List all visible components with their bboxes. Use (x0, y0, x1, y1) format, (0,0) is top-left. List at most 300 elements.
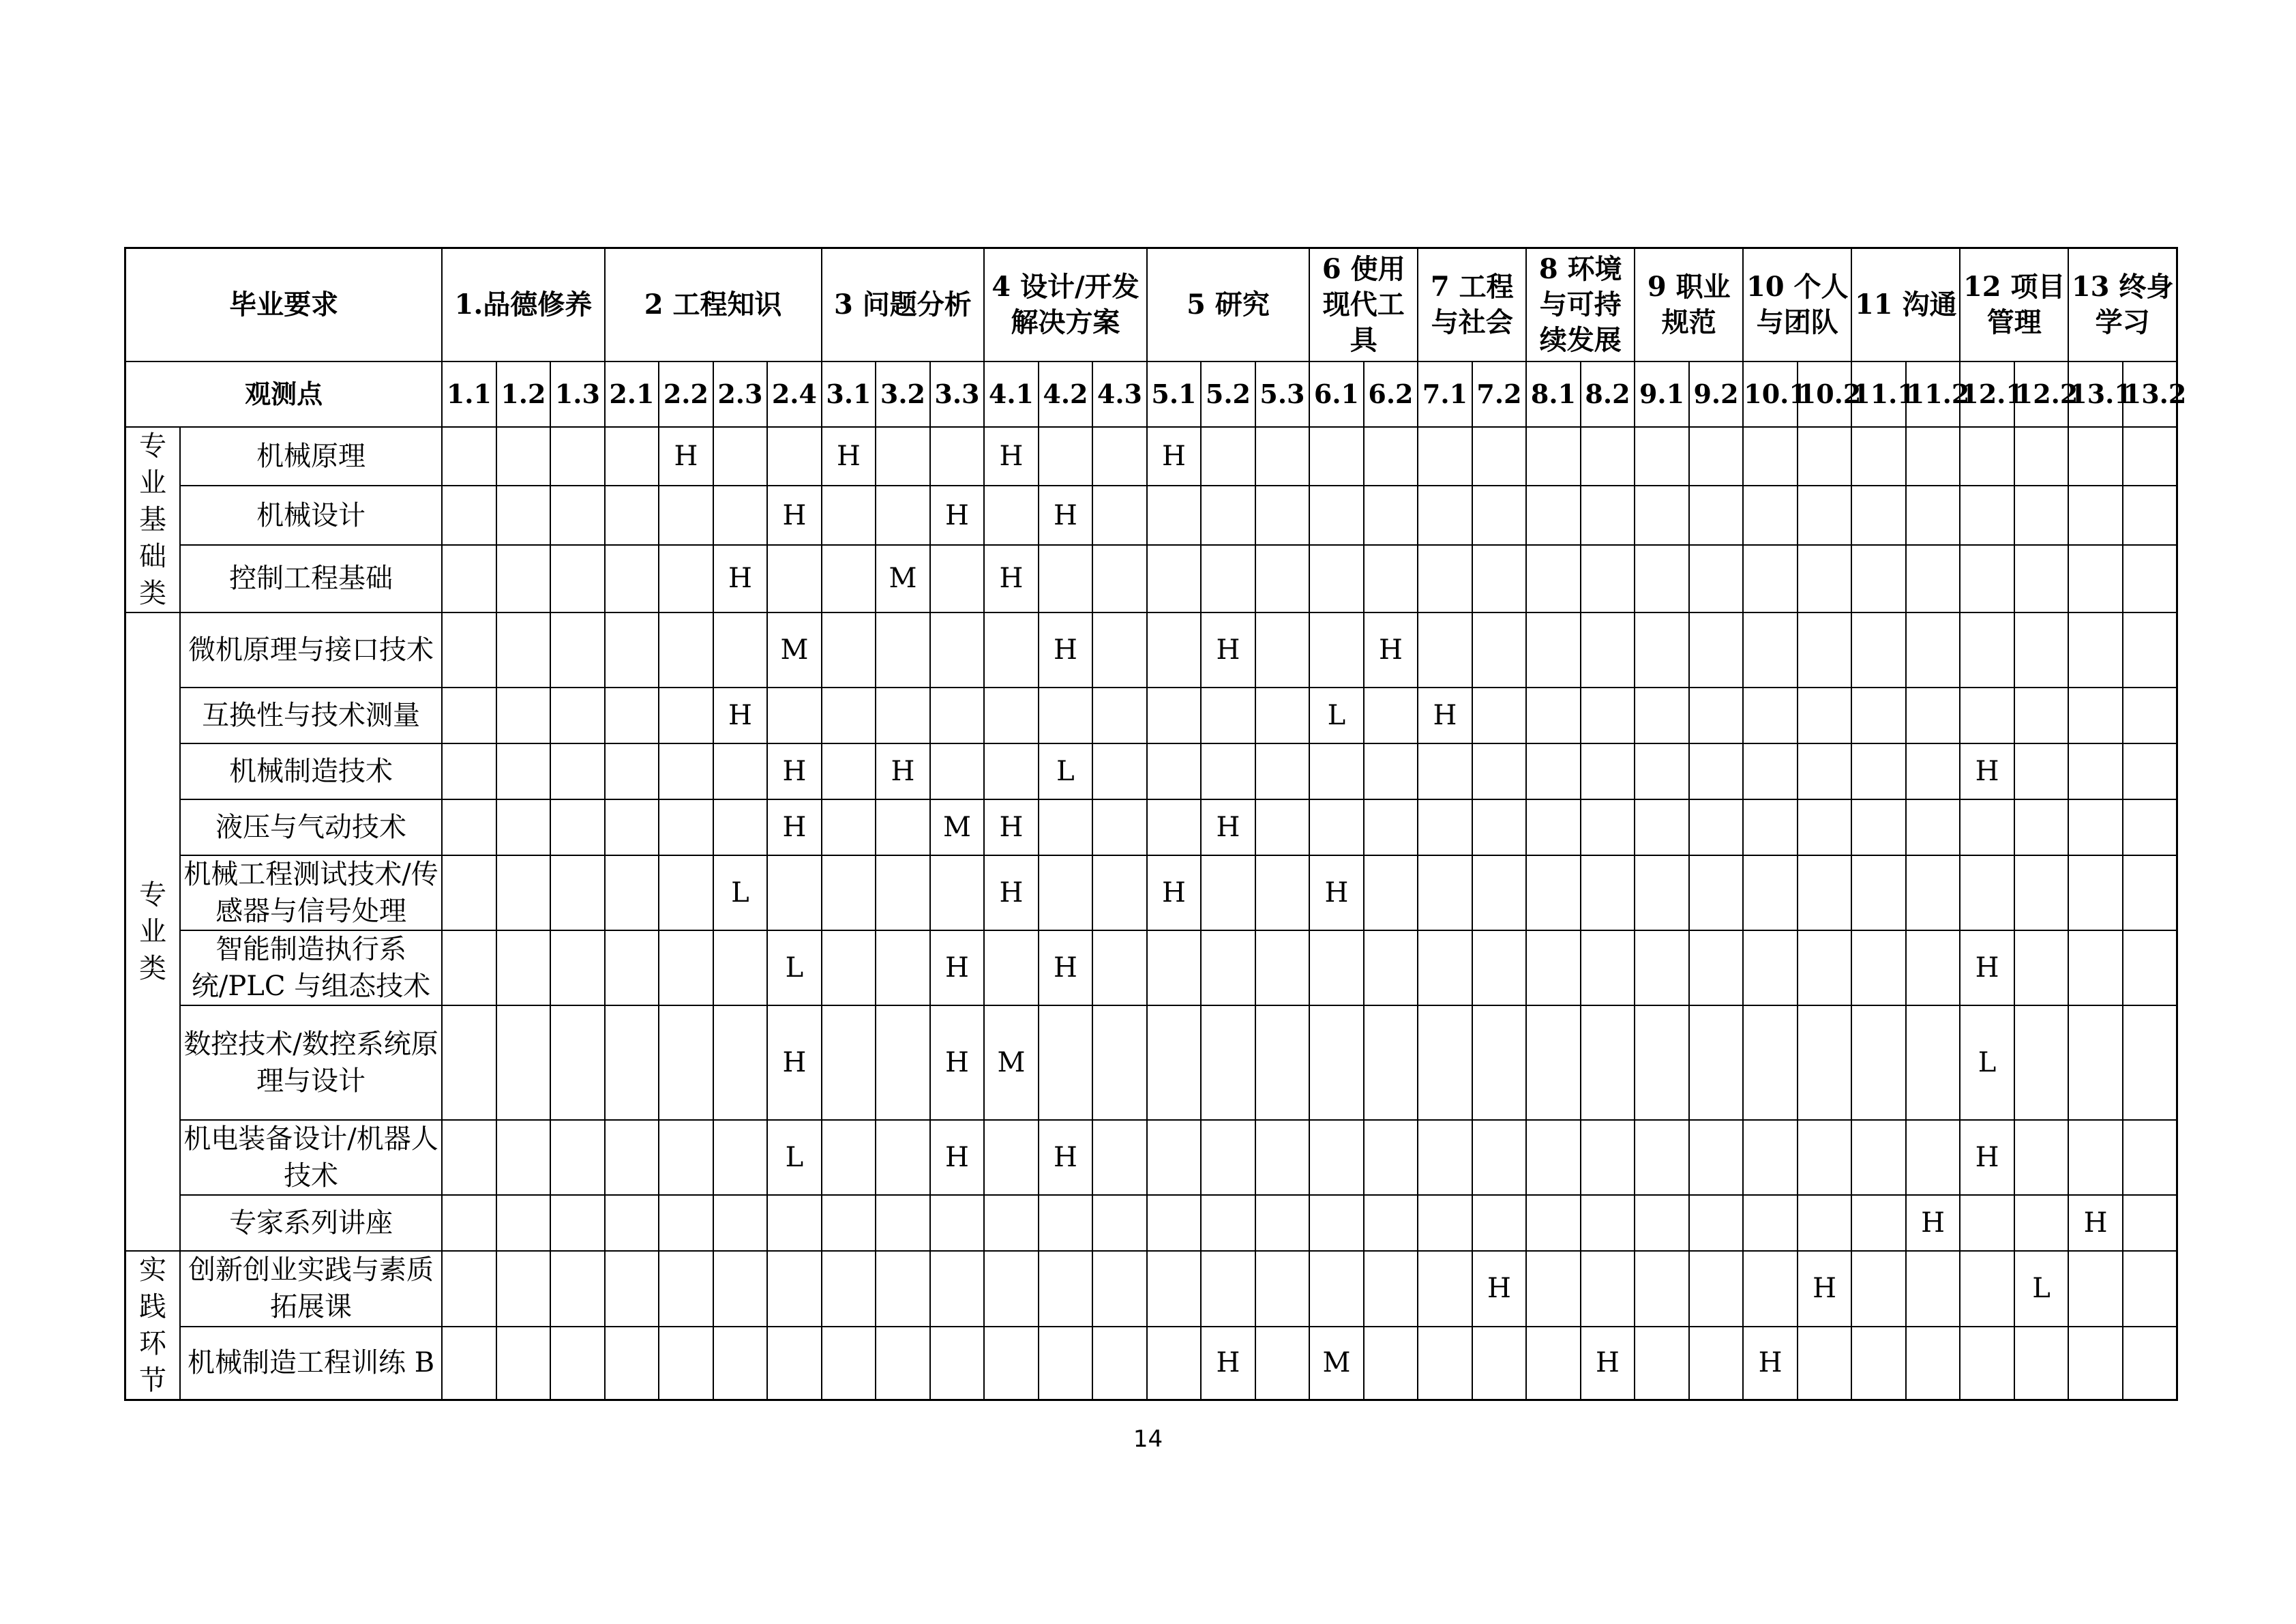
support-level-cell (1960, 427, 2014, 486)
support-level-cell (496, 855, 551, 930)
support-level-cell (1689, 688, 1744, 743)
support-level-cell (1201, 855, 1255, 930)
course-row (125, 1005, 2177, 1120)
course-name: 微机原理与接口技术 (180, 612, 442, 688)
support-level-cell (659, 486, 713, 545)
support-level-cell (876, 855, 930, 930)
support-level-cell (550, 427, 605, 486)
support-level-cell (767, 1195, 822, 1251)
support-level-cell (1364, 1120, 1418, 1195)
support-level-cell (1960, 688, 2014, 743)
support-level-cell (1635, 486, 1689, 545)
support-level-cell (1689, 486, 1744, 545)
support-level-cell (930, 1195, 985, 1251)
support-level-cell (1689, 612, 1744, 688)
support-level-cell (1798, 1120, 1852, 1195)
observation-point: 11.2 (1906, 361, 1960, 427)
support-level-cell (984, 930, 1039, 1005)
support-level-cell (2014, 1005, 2069, 1120)
support-level-cell (876, 1327, 930, 1400)
support-level-cell (1418, 1005, 1472, 1120)
support-level-cell (442, 1195, 496, 1251)
support-level-cell: H (1201, 799, 1255, 855)
observation-point: 9.1 (1635, 361, 1689, 427)
support-level-cell (659, 930, 713, 1005)
support-level-cell (1906, 688, 1960, 743)
support-level-cell: H (984, 799, 1039, 855)
support-level-cell (605, 688, 659, 743)
support-level-cell (984, 1251, 1039, 1327)
support-level-cell (1472, 1005, 1527, 1120)
support-level-cell: H (1906, 1195, 1960, 1251)
support-level-cell (2068, 1327, 2123, 1400)
support-level-cell (1960, 1327, 2014, 1400)
support-level-cell: H (2068, 1195, 2123, 1251)
support-level-cell (984, 1120, 1039, 1195)
support-level-cell (1581, 1120, 1635, 1195)
observation-point: 2.1 (605, 361, 659, 427)
support-level-cell (1689, 799, 1744, 855)
support-level-cell (1364, 1195, 1418, 1251)
support-level-cell (442, 743, 496, 799)
support-level-cell (1851, 486, 1906, 545)
support-level-cell (1418, 612, 1472, 688)
support-level-cell (2014, 1120, 2069, 1195)
support-level-cell (767, 1251, 822, 1327)
support-level-cell (496, 486, 551, 545)
support-level-cell (1092, 1005, 1147, 1120)
support-level-cell (1472, 930, 1527, 1005)
support-level-cell (930, 612, 985, 688)
support-level-cell (822, 930, 876, 1005)
support-level-cell (1255, 743, 1310, 799)
support-level-cell (1689, 855, 1744, 930)
support-level-cell (1418, 427, 1472, 486)
support-level-cell (659, 688, 713, 743)
support-level-cell (1906, 545, 1960, 612)
course-row (125, 855, 2177, 930)
support-level-cell (1309, 486, 1364, 545)
support-level-cell (1743, 545, 1798, 612)
support-level-cell (659, 743, 713, 799)
support-level-cell (1418, 1327, 1472, 1400)
support-level-cell (930, 743, 985, 799)
support-level-cell (496, 427, 551, 486)
support-level-cell (1201, 486, 1255, 545)
support-level-cell (1364, 545, 1418, 612)
support-level-cell (1743, 799, 1798, 855)
requirement-group: 1.品德修养 (442, 248, 605, 361)
support-level-cell (1092, 855, 1147, 930)
support-level-cell (1581, 1005, 1635, 1120)
support-level-cell (1526, 855, 1581, 930)
support-level-cell: H (1147, 427, 1202, 486)
support-level-cell (876, 1120, 930, 1195)
support-level-cell (2068, 1251, 2123, 1327)
support-level-cell (713, 743, 768, 799)
observation-point: 6.2 (1364, 361, 1418, 427)
support-level-cell (1798, 427, 1852, 486)
support-level-cell: H (1581, 1327, 1635, 1400)
support-level-cell (1255, 688, 1310, 743)
observation-point: 5.1 (1147, 361, 1202, 427)
support-level-cell (1851, 1195, 1906, 1251)
support-level-cell (605, 486, 659, 545)
observation-point: 2.3 (713, 361, 768, 427)
support-level-cell (1906, 1327, 1960, 1400)
support-level-cell (550, 930, 605, 1005)
support-level-cell: M (930, 799, 985, 855)
support-level-cell (1743, 930, 1798, 1005)
support-level-cell (1201, 427, 1255, 486)
support-level-cell: M (984, 1005, 1039, 1120)
support-level-cell (1147, 612, 1202, 688)
support-level-cell (442, 855, 496, 930)
support-level-cell: H (1960, 1120, 2014, 1195)
support-level-cell: H (876, 743, 930, 799)
support-level-cell (2123, 1251, 2177, 1327)
support-level-cell (1039, 427, 1093, 486)
support-level-cell (1526, 1120, 1581, 1195)
support-level-cell: L (713, 855, 768, 930)
support-level-cell (1635, 855, 1689, 930)
support-level-cell (713, 930, 768, 1005)
support-level-cell (1201, 1120, 1255, 1195)
support-level-cell: H (984, 855, 1039, 930)
support-level-cell: H (1201, 612, 1255, 688)
support-level-cell (496, 545, 551, 612)
support-level-cell: H (767, 743, 822, 799)
support-level-cell (659, 1251, 713, 1327)
support-level-cell (767, 1327, 822, 1400)
support-level-cell (2014, 486, 2069, 545)
support-level-cell (1526, 799, 1581, 855)
support-level-cell (1689, 1251, 1744, 1327)
support-level-cell (1635, 427, 1689, 486)
observation-point: 3.1 (822, 361, 876, 427)
support-level-cell (1418, 1120, 1472, 1195)
observation-point: 7.2 (1472, 361, 1527, 427)
support-level-cell (1635, 545, 1689, 612)
support-level-cell (1526, 427, 1581, 486)
support-level-cell (1635, 1251, 1689, 1327)
observation-point: 1.1 (442, 361, 496, 427)
support-level-cell (1581, 688, 1635, 743)
support-level-cell (1418, 799, 1472, 855)
support-level-cell (496, 612, 551, 688)
support-level-cell (1851, 930, 1906, 1005)
support-level-cell: H (1418, 688, 1472, 743)
support-level-cell (1364, 855, 1418, 930)
support-level-cell (1689, 1120, 1744, 1195)
support-level-cell: H (984, 545, 1039, 612)
support-level-cell (2123, 612, 2177, 688)
support-level-cell (1798, 486, 1852, 545)
support-level-cell: H (1960, 930, 2014, 1005)
support-level-cell (442, 930, 496, 1005)
support-level-cell (550, 486, 605, 545)
support-level-cell: H (1147, 855, 1202, 930)
support-level-cell (1309, 612, 1364, 688)
support-level-cell (1092, 612, 1147, 688)
support-level-cell (2123, 688, 2177, 743)
support-level-cell: L (1039, 743, 1093, 799)
support-level-cell (1309, 427, 1364, 486)
support-level-cell (1906, 743, 1960, 799)
support-level-cell (1635, 743, 1689, 799)
support-level-cell (1689, 545, 1744, 612)
support-level-cell (2014, 427, 2069, 486)
course-name: 互换性与技术测量 (180, 688, 442, 743)
support-level-cell (550, 799, 605, 855)
course-name: 机械原理 (180, 427, 442, 486)
requirement-group: 7 工程与社会 (1418, 248, 1526, 361)
support-level-cell (1581, 1195, 1635, 1251)
support-level-cell (822, 1327, 876, 1400)
support-level-cell (876, 427, 930, 486)
support-level-cell (1418, 545, 1472, 612)
support-level-cell (442, 1251, 496, 1327)
support-level-cell (1635, 930, 1689, 1005)
support-level-cell (442, 1005, 496, 1120)
support-level-cell (1147, 1120, 1202, 1195)
support-level-cell (1147, 1327, 1202, 1400)
support-level-cell (1255, 612, 1310, 688)
support-level-cell: H (930, 486, 985, 545)
support-level-cell (550, 743, 605, 799)
support-level-cell (2123, 855, 2177, 930)
support-level-cell (496, 1327, 551, 1400)
support-level-cell (1581, 855, 1635, 930)
support-level-cell (1851, 743, 1906, 799)
support-level-cell (1147, 1195, 1202, 1251)
support-level-cell (2014, 1195, 2069, 1251)
support-level-cell (1798, 930, 1852, 1005)
support-level-cell (1798, 1327, 1852, 1400)
support-level-cell (1906, 1005, 1960, 1120)
support-level-cell (1472, 855, 1527, 930)
support-level-cell (2068, 1005, 2123, 1120)
support-level-cell (2068, 427, 2123, 486)
course-name: 创新创业实践与素质拓展课 (180, 1251, 442, 1327)
support-level-cell (1581, 1251, 1635, 1327)
support-level-cell (659, 1195, 713, 1251)
support-level-cell (1472, 427, 1527, 486)
support-level-cell (713, 1251, 768, 1327)
support-level-cell (713, 612, 768, 688)
support-level-cell (1472, 743, 1527, 799)
support-level-cell (822, 1251, 876, 1327)
observation-point: 5.2 (1201, 361, 1255, 427)
support-level-cell (605, 799, 659, 855)
course-name: 智能制造执行系统/PLC 与组态技术 (180, 930, 442, 1005)
support-level-cell (1743, 1120, 1798, 1195)
support-level-cell (659, 1327, 713, 1400)
observation-point: 1.3 (550, 361, 605, 427)
support-level-cell: H (1743, 1327, 1798, 1400)
support-level-cell: H (1472, 1251, 1527, 1327)
support-level-cell (442, 545, 496, 612)
graduation-requirements-matrix (124, 247, 2187, 1401)
requirement-group: 3 问题分析 (822, 248, 985, 361)
support-level-cell (1851, 799, 1906, 855)
course-row (125, 427, 2177, 486)
support-level-cell (1906, 427, 1960, 486)
support-level-cell (1851, 1120, 1906, 1195)
support-level-cell (550, 1195, 605, 1251)
support-level-cell (1092, 1251, 1147, 1327)
support-level-cell (1255, 545, 1310, 612)
support-level-cell (1526, 1327, 1581, 1400)
support-level-cell (2123, 1120, 2177, 1195)
support-level-cell (1743, 1195, 1798, 1251)
support-level-cell (1255, 427, 1310, 486)
support-level-cell (496, 1195, 551, 1251)
support-level-cell (605, 855, 659, 930)
course-row (125, 743, 2177, 799)
course-name: 数控技术/数控系统原理与设计 (180, 1005, 442, 1120)
support-level-cell (1255, 1195, 1310, 1251)
support-level-cell (1798, 1005, 1852, 1120)
support-level-cell (767, 427, 822, 486)
support-level-cell: L (2014, 1251, 2069, 1327)
support-level-cell (1906, 1120, 1960, 1195)
support-level-cell (713, 1005, 768, 1120)
support-level-cell (1309, 1251, 1364, 1327)
support-level-cell (605, 930, 659, 1005)
support-level-cell (1418, 855, 1472, 930)
support-level-cell (1581, 799, 1635, 855)
course-name: 机电装备设计/机器人技术 (180, 1120, 442, 1195)
support-level-cell (1906, 1251, 1960, 1327)
support-level-cell (550, 1120, 605, 1195)
support-level-cell: L (767, 930, 822, 1005)
support-level-cell (2068, 545, 2123, 612)
course-name: 专家系列讲座 (180, 1195, 442, 1251)
support-level-cell: H (1798, 1251, 1852, 1327)
support-level-cell (1635, 1120, 1689, 1195)
observation-point: 10.2 (1798, 361, 1852, 427)
support-level-cell (496, 799, 551, 855)
observation-point: 6.1 (1309, 361, 1364, 427)
support-level-cell: H (930, 1120, 985, 1195)
support-level-cell (1092, 545, 1147, 612)
support-level-cell (1526, 486, 1581, 545)
support-level-cell: H (767, 799, 822, 855)
support-level-cell (1039, 855, 1093, 930)
support-level-cell (605, 1251, 659, 1327)
support-level-cell (1526, 545, 1581, 612)
support-level-cell (1147, 486, 1202, 545)
support-level-cell (1255, 1327, 1310, 1400)
support-level-cell (822, 545, 876, 612)
observation-point: 13.2 (2123, 361, 2177, 427)
support-level-cell (1201, 1195, 1255, 1251)
support-level-cell (1906, 799, 1960, 855)
support-level-cell (822, 688, 876, 743)
support-level-cell (2014, 545, 2069, 612)
course-row (125, 688, 2177, 743)
support-level-cell (2123, 427, 2177, 486)
support-level-cell (1851, 545, 1906, 612)
support-level-cell (496, 1251, 551, 1327)
support-level-cell (550, 612, 605, 688)
observation-point: 8.1 (1526, 361, 1581, 427)
support-level-cell (1255, 1251, 1310, 1327)
support-level-cell (1798, 743, 1852, 799)
support-level-cell (1689, 1327, 1744, 1400)
support-level-cell: H (1364, 612, 1418, 688)
support-level-cell (713, 799, 768, 855)
support-level-cell (1309, 1005, 1364, 1120)
page-number: 14 (1133, 1426, 1163, 1453)
requirement-header-label: 毕业要求 (125, 248, 443, 361)
support-level-cell (605, 1327, 659, 1400)
support-level-cell (496, 1120, 551, 1195)
support-level-cell (822, 743, 876, 799)
support-level-cell (1092, 1195, 1147, 1251)
support-level-cell (1851, 1005, 1906, 1120)
support-level-cell (2014, 799, 2069, 855)
support-level-cell (930, 1251, 985, 1327)
support-level-cell (1418, 743, 1472, 799)
support-level-cell (1960, 855, 2014, 930)
observation-point: 3.3 (930, 361, 985, 427)
support-level-cell: H (984, 427, 1039, 486)
support-level-cell (1092, 427, 1147, 486)
support-level-cell (1689, 427, 1744, 486)
support-level-cell (930, 545, 985, 612)
support-level-cell (1851, 1327, 1906, 1400)
course-name: 机械制造工程训练 B (180, 1327, 442, 1400)
support-level-cell (1472, 799, 1527, 855)
support-level-cell (1743, 486, 1798, 545)
support-level-cell (713, 1195, 768, 1251)
support-level-cell (2068, 486, 2123, 545)
support-level-cell: H (1309, 855, 1364, 930)
support-level-cell (1798, 1195, 1852, 1251)
support-level-cell (2123, 1327, 2177, 1400)
support-level-cell: H (659, 427, 713, 486)
support-level-cell (930, 427, 985, 486)
support-level-cell (1092, 930, 1147, 1005)
support-level-cell (1039, 1195, 1093, 1251)
support-level-cell (1147, 1005, 1202, 1120)
support-level-cell (1526, 612, 1581, 688)
requirement-group: 10 个人与团队 (1743, 248, 1851, 361)
support-level-cell (1798, 855, 1852, 930)
requirement-group: 6 使用现代工具 (1309, 248, 1418, 361)
support-level-cell (713, 427, 768, 486)
support-level-cell (2123, 1005, 2177, 1120)
support-level-cell: H (1039, 930, 1093, 1005)
support-level-cell (822, 1120, 876, 1195)
support-level-cell (2014, 612, 2069, 688)
support-level-cell (1092, 1120, 1147, 1195)
support-level-cell (1526, 1195, 1581, 1251)
support-level-cell (1743, 743, 1798, 799)
support-level-cell: H (713, 545, 768, 612)
support-level-cell (1092, 486, 1147, 545)
support-level-cell (2014, 1327, 2069, 1400)
support-level-cell (1798, 799, 1852, 855)
support-level-cell: H (767, 1005, 822, 1120)
support-level-cell: M (1309, 1327, 1364, 1400)
support-level-cell (496, 743, 551, 799)
support-level-cell (1039, 1251, 1093, 1327)
support-level-cell (659, 545, 713, 612)
course-row (125, 1120, 2177, 1195)
